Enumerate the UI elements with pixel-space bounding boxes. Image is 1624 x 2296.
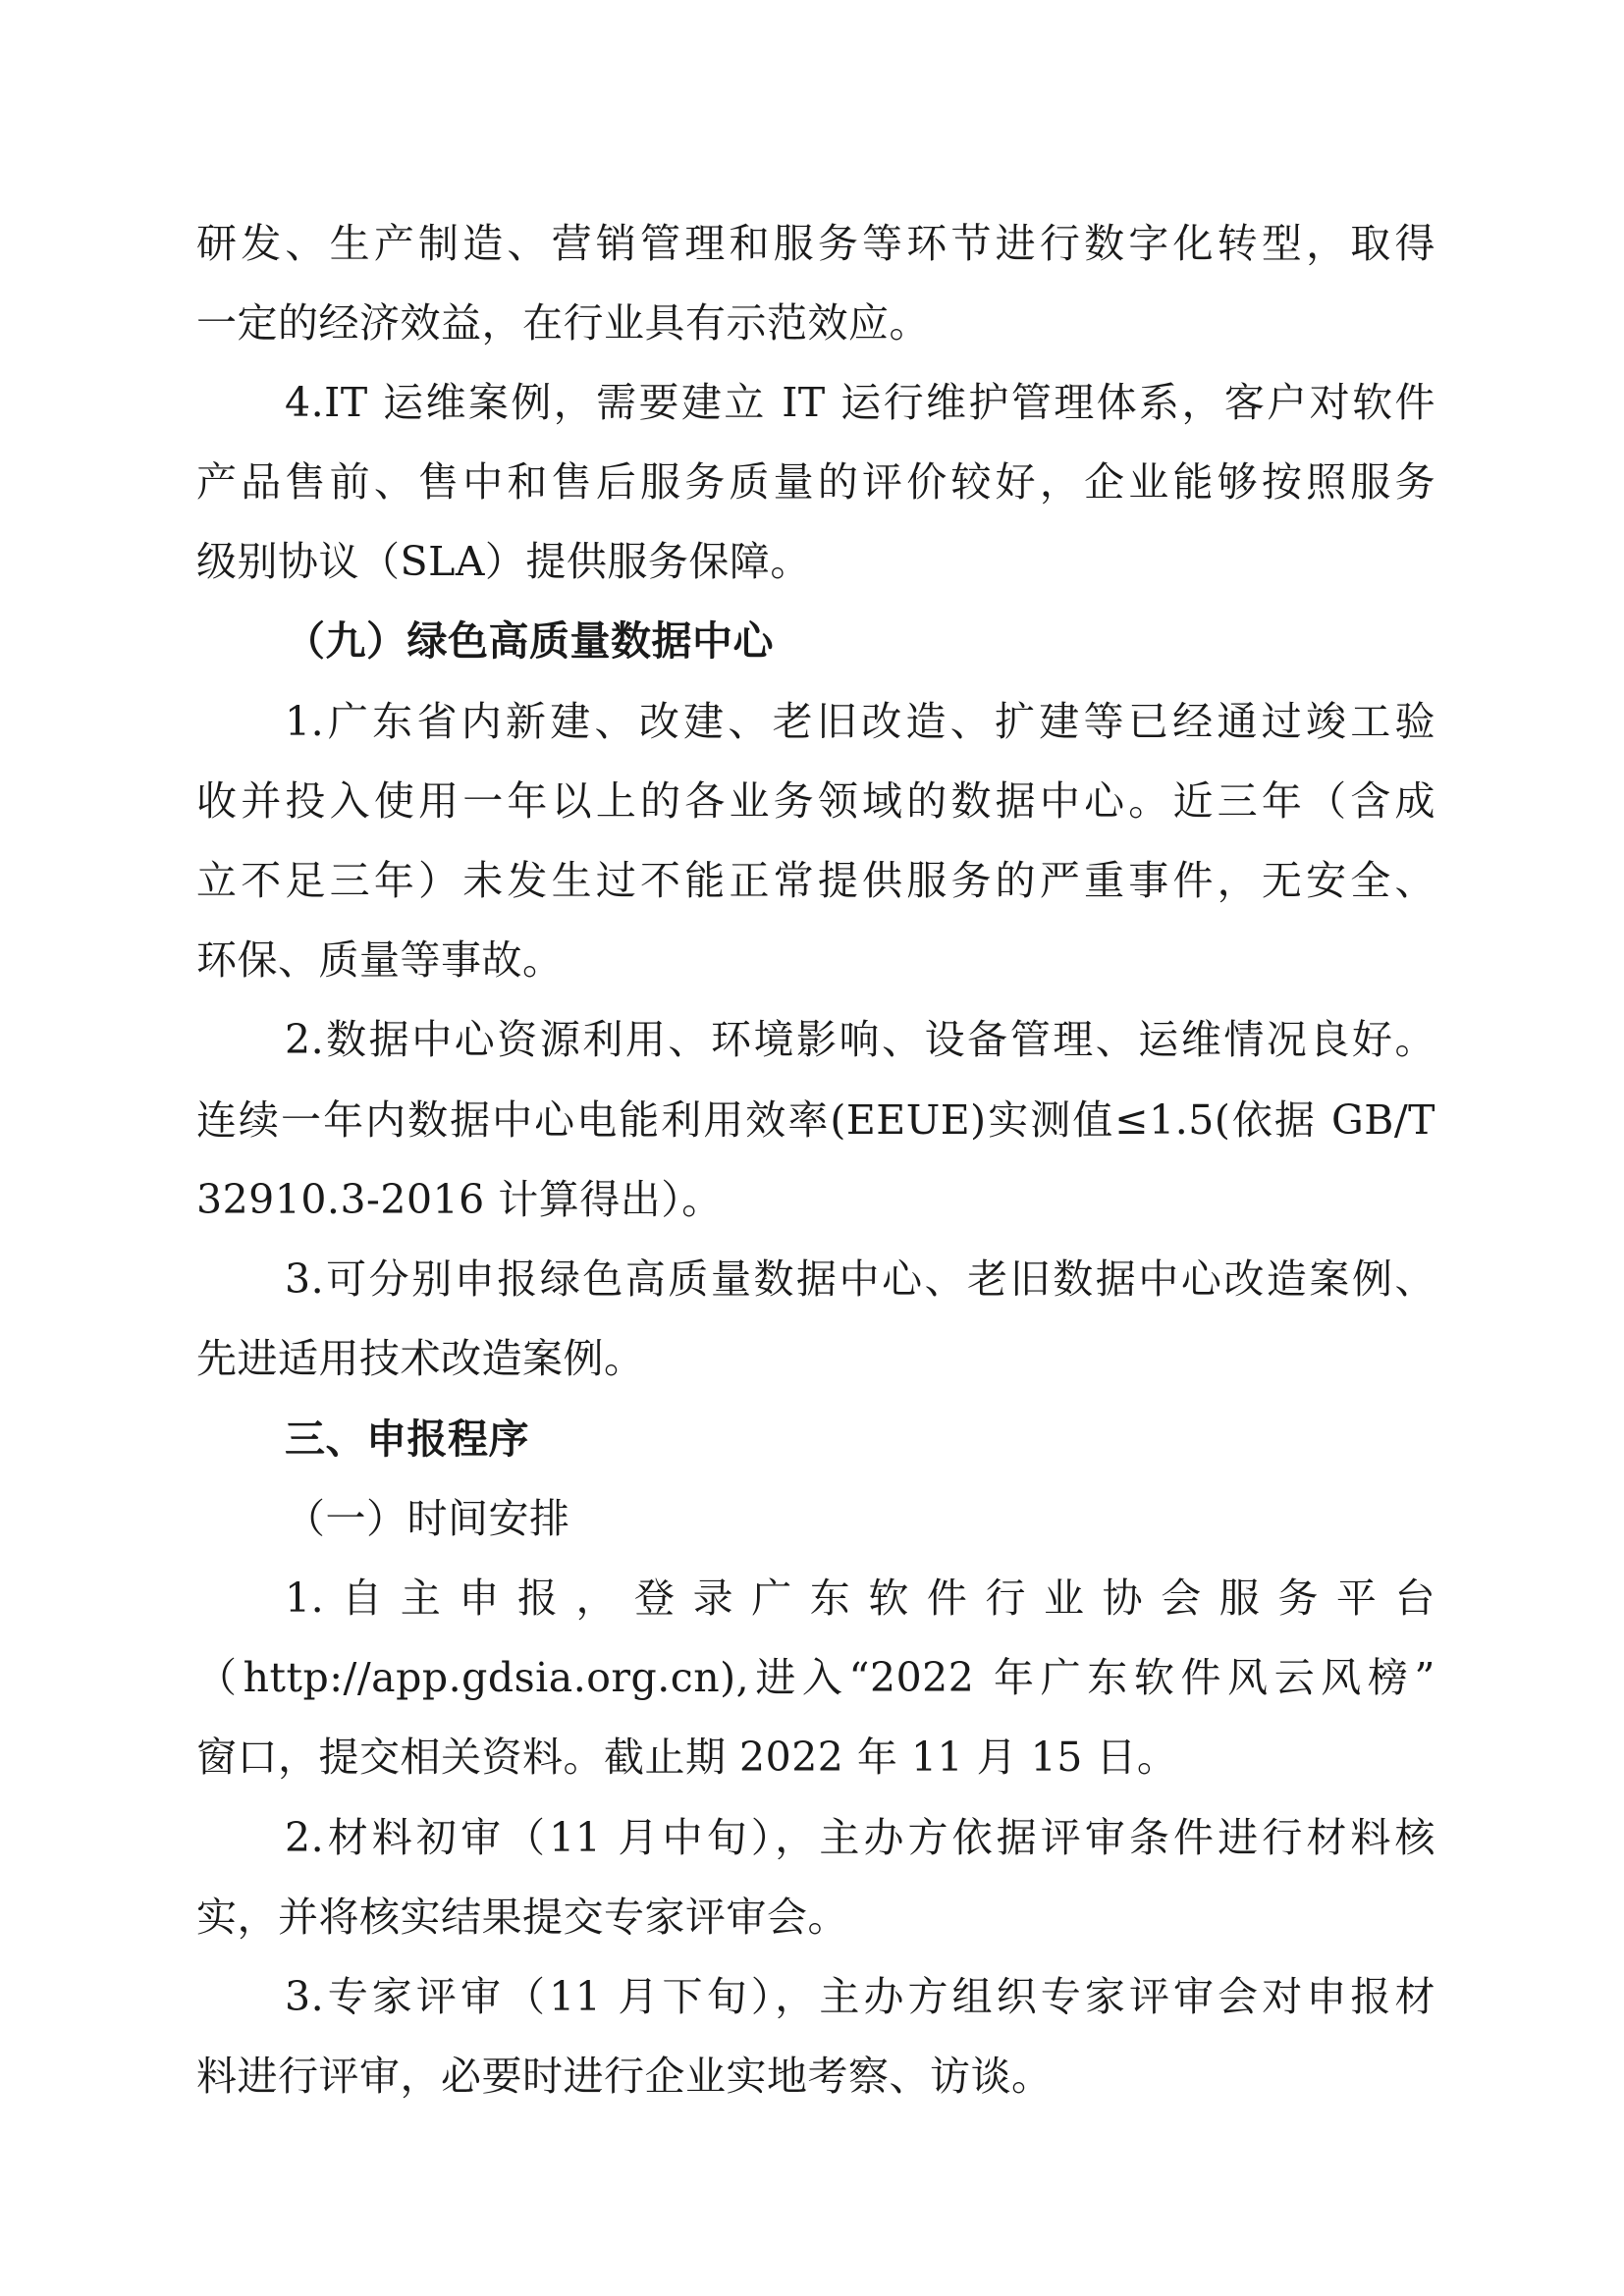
paragraph-line: 32910.3-2016 计算得出）。 bbox=[196, 1176, 723, 1223]
paragraph-line: 产品售前、售中和售后服务质量的评价较好，企业能够按照服务 bbox=[196, 458, 1435, 506]
paragraph-line: 2.材料初审（11 月中旬），主办方依据评审条件进行材料核 bbox=[285, 1814, 1435, 1861]
paragraph-line: 1.广东省内新建、改建、老旧改造、扩建等已经通过竣工验 bbox=[285, 698, 1435, 745]
paragraph-line: 2.数据中心资源利用、环境影响、设备管理、运维情况良好。 bbox=[285, 1016, 1435, 1063]
section-heading: （九）绿色高质量数据中心 bbox=[285, 617, 774, 665]
paragraph-line: 4.IT 运维案例，需要建立 IT 运行维护管理体系，客户对软件 bbox=[285, 379, 1435, 426]
paragraph-line: 窗口，提交相关资料。截止期 2022 年 11 月 15 日。 bbox=[196, 1734, 1178, 1781]
paragraph-line: 3.可分别申报绿色高质量数据中心、老旧数据中心改造案例、 bbox=[285, 1255, 1435, 1303]
paragraph-line: 一定的经济效益，在行业具有示范效应。 bbox=[196, 299, 930, 347]
chapter-heading: 三、申报程序 bbox=[285, 1415, 529, 1463]
paragraph-line: 先进适用技术改造案例。 bbox=[196, 1335, 645, 1382]
paragraph-line: （http://app.gdsia.org.cn),进入“2022 年广东软件风云风榜” bbox=[196, 1654, 1435, 1701]
paragraph-line: 实，并将核实结果提交专家评审会。 bbox=[196, 1894, 848, 1941]
paragraph-line: 级别协议（SLA）提供服务保障。 bbox=[196, 538, 811, 585]
paragraph-line: 收并投入使用一年以上的各业务领域的数据中心。近三年（含成 bbox=[196, 777, 1435, 825]
paragraph-line: 料进行评审，必要时进行企业实地考察、访谈。 bbox=[196, 2053, 1053, 2100]
paragraph-line: 立不足三年）未发生过不能正常提供服务的严重事件，无安全、 bbox=[196, 857, 1435, 904]
subsection-heading: （一）时间安排 bbox=[285, 1495, 570, 1542]
paragraph-line: 环保、质量等事故。 bbox=[196, 936, 564, 984]
paragraph-line: 连续一年内数据中心电能利用效率(EEUE)实测值≤1.5(依据 GB/T bbox=[196, 1096, 1435, 1144]
paragraph-line: 3.专家评审（11 月下旬），主办方组织专家评审会对申报材 bbox=[285, 1973, 1435, 2020]
paragraph-line: 1.自主申报，登录广东软件行业协会服务平台 bbox=[285, 1575, 1435, 1622]
paragraph-line: 研发、生产制造、营销管理和服务等环节进行数字化转型，取得 bbox=[196, 220, 1435, 267]
